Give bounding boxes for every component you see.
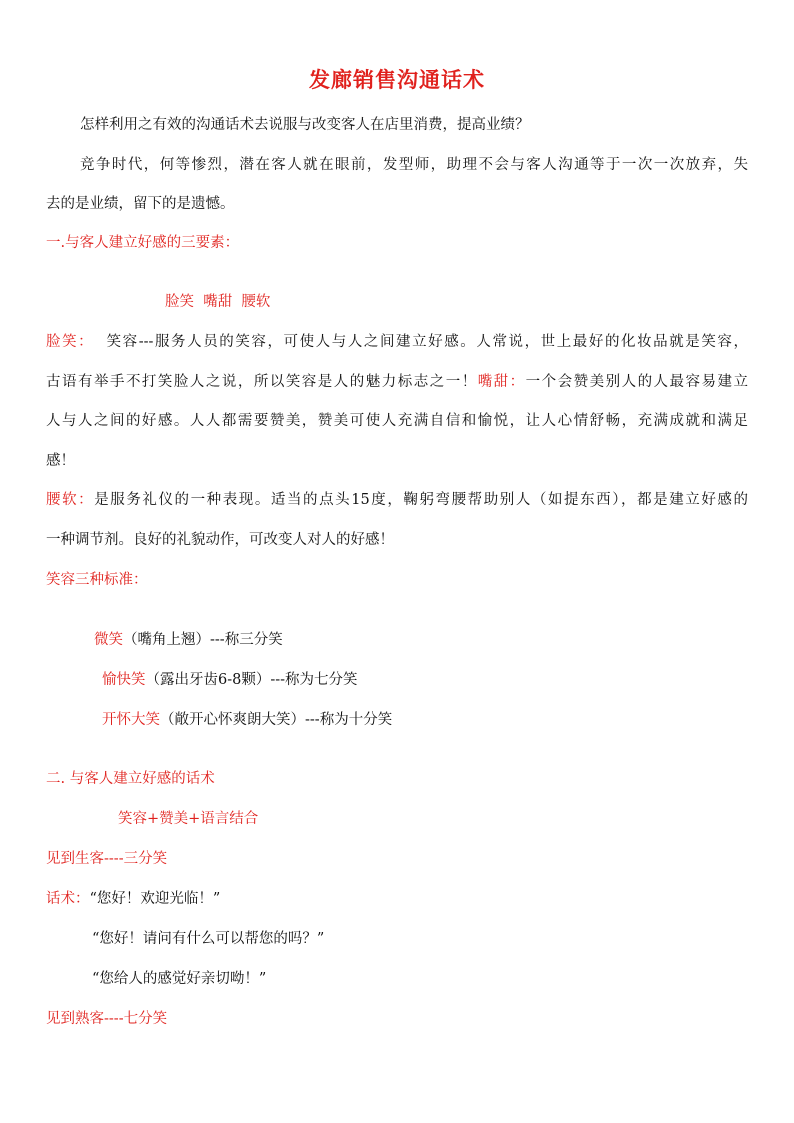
smile-standard-1-desc: （嘴角上翘）---称三分笑 — [123, 632, 283, 648]
script-label: 话术： — [46, 891, 90, 907]
section-1-heading: 一.与客人建立好感的三要素： — [46, 235, 240, 251]
face-smile-text: 笑容---服务人员的笑容，可使人与人之间建立好感。人常说，世上最好的化妆品就是笑容， — [94, 334, 748, 350]
soft-waist-line-1 — [46, 490, 748, 510]
smile-standard-3-name: 开怀大笑 — [102, 712, 160, 728]
smile-standard-1 — [94, 630, 283, 650]
sweet-mouth-line-4: 感！ — [46, 453, 75, 469]
intro-paragraph-line-1: 竞争时代，何等惨烈，潜在客人就在眼前，发型师，助理不会与客人沟通等于一次一次放弃，失 — [80, 157, 748, 173]
document-title: 发廊销售沟通话术 — [309, 67, 485, 92]
intro-question: 怎样利用之有效的沟通话术去说服与改变客人在店里消费，提高业绩？ — [80, 117, 530, 133]
soft-waist-text-1: 是服务礼仪的一种表现。适当的点头15度，鞠躬弯腰帮助别人（如提东西），都是建立好感的 — [94, 492, 749, 508]
script-1: “您好！欢迎光临！” — [89, 891, 221, 907]
sweet-mouth-label: 嘴甜： — [477, 374, 526, 390]
smile-standard-2 — [102, 670, 358, 690]
smile-standard-3 — [102, 710, 392, 730]
greeting-formula: 笑容+赞美+语言结合 — [118, 811, 259, 827]
smile-standard-3-desc: （敞开心怀爽朗大笑）---称为十分笑 — [160, 712, 393, 728]
face-smile-line-1 — [46, 332, 748, 352]
script-3: “您给人的感觉好亲切呦！” — [92, 971, 267, 987]
script-2: “您好！请问有什么可以帮您的吗？” — [92, 931, 325, 947]
face-smile-line-2 — [46, 372, 748, 392]
sweet-mouth-line-3: 人与人之间的好感。人人都需要赞美，赞美可使人充满自信和愉悦，让人心情舒畅，充满成就和满足 — [46, 413, 748, 429]
new-customer-rule: 见到生客----三分笑 — [46, 851, 168, 867]
soft-waist-label: 腰软： — [46, 492, 95, 508]
smile-standard-2-desc: （露出牙齿6-8颗）---称为七分笑 — [145, 672, 358, 688]
face-smile-label: 脸笑： — [46, 334, 95, 350]
script-line-1 — [46, 889, 220, 909]
three-elements: 脸笑 嘴甜 腰软 — [165, 294, 271, 310]
soft-waist-line-2: 一种调节剂。良好的礼貌动作，可改变人对人的好感！ — [46, 532, 394, 548]
intro-paragraph-line-2: 去的是业绩，留下的是遗憾。 — [46, 196, 235, 212]
smile-standard-2-name: 愉快笑 — [102, 672, 146, 688]
regular-customer-rule: 见到熟客----七分笑 — [46, 1011, 168, 1027]
section-2-heading: 二. 与客人建立好感的话术 — [46, 771, 215, 787]
smile-standard-1-name: 微笑 — [94, 632, 123, 648]
sweet-mouth-text-1: 一个会赞美别人的人最容易建立 — [525, 374, 749, 390]
face-smile-text-2: 古语有举手不打笑脸人之说，所以笑容是人的魅力标志之一！ — [46, 374, 478, 390]
smile-standards-heading: 笑容三种标准： — [46, 572, 148, 588]
